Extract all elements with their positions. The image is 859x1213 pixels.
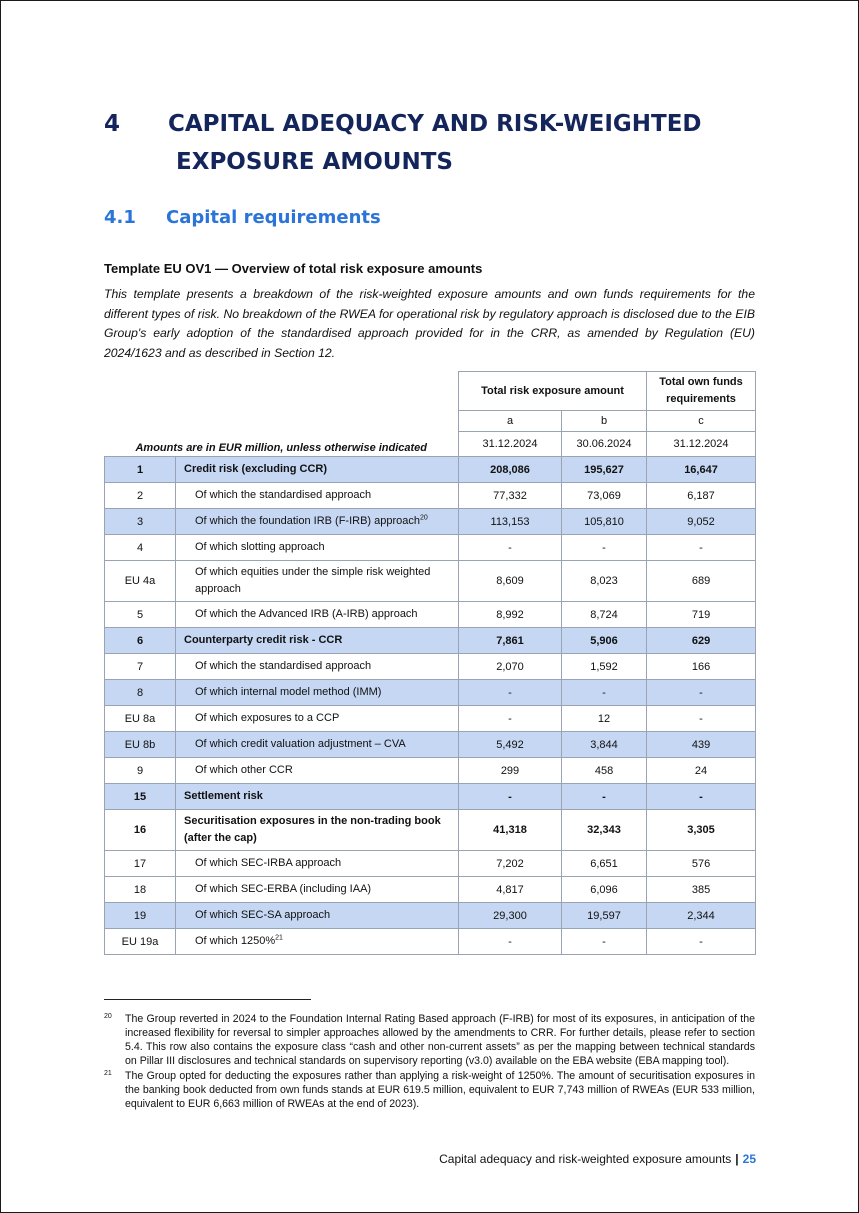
table-row [105, 602, 756, 628]
row-id: EU 8b [105, 732, 176, 758]
row-label-text: Of which the standardised approach [195, 660, 372, 672]
row-label [176, 929, 459, 955]
value-a: 29,300 [459, 903, 562, 929]
footer-separator: | [735, 1152, 739, 1166]
table-row [105, 654, 756, 680]
value-a: 2,070 [459, 654, 562, 680]
value-b: 19,597 [562, 903, 647, 929]
header-total-own-funds-requirements: Total own funds requirements [647, 372, 756, 411]
row-id: EU 4a [105, 561, 176, 602]
value-b: - [562, 680, 647, 706]
row-label-text: Securitisation exposures in the non-trading book (after the cap) [184, 815, 441, 844]
value-b: - [562, 784, 647, 810]
row-label-text: Counterparty credit risk - CCR [184, 634, 343, 646]
row-label [176, 483, 459, 509]
value-c: 689 [647, 561, 756, 602]
value-b: 32,343 [562, 810, 647, 851]
row-label [176, 680, 459, 706]
row-label [176, 602, 459, 628]
row-id: 16 [105, 810, 176, 851]
row-label-text: Credit risk (excluding CCR) [184, 463, 328, 475]
row-label [176, 758, 459, 784]
value-b: 6,651 [562, 851, 647, 877]
section-heading [104, 205, 381, 231]
value-b: 3,844 [562, 732, 647, 758]
row-label [176, 784, 459, 810]
table-row [105, 483, 756, 509]
row-label [176, 535, 459, 561]
row-label-text: Of which the foundation IRB (F-IRB) approach [195, 515, 420, 527]
amounts-note: Amounts are in EUR million, unless otherwise indicated [135, 442, 428, 454]
value-b: 8,724 [562, 602, 647, 628]
value-b: 105,810 [562, 509, 647, 535]
table-row [105, 877, 756, 903]
value-a: 8,992 [459, 602, 562, 628]
row-label-text: Of which other CCR [195, 764, 293, 776]
date-a: 31.12.2024 [459, 432, 562, 457]
value-a: - [459, 706, 562, 732]
ov1-table [104, 371, 756, 955]
value-c: 24 [647, 758, 756, 784]
date-b: 30.06.2024 [562, 432, 647, 457]
footnote-number: 20 [104, 1013, 112, 1020]
row-label-text: Of which slotting approach [195, 541, 325, 553]
page-number: 25 [742, 1152, 756, 1166]
row-id: 19 [105, 903, 176, 929]
value-a: - [459, 680, 562, 706]
row-id: 2 [105, 483, 176, 509]
row-label [176, 654, 459, 680]
row-label [176, 877, 459, 903]
row-label [176, 732, 459, 758]
value-a: 8,609 [459, 561, 562, 602]
value-c: 719 [647, 602, 756, 628]
section-title: Capital requirements [166, 207, 381, 228]
value-c: 576 [647, 851, 756, 877]
row-id: 9 [105, 758, 176, 784]
row-label [176, 706, 459, 732]
value-c: - [647, 784, 756, 810]
row-id: 1 [105, 457, 176, 483]
value-b: - [562, 929, 647, 955]
header-total-risk-exposure-amount: Total risk exposure amount [459, 372, 647, 411]
col-b-label: b [562, 411, 647, 432]
footnote-text: The Group reverted in 2024 to the Foundation Internal Rating Based approach (F-IRB) for most of its exposures, in anticipation of the increased flexibility for reversal to simpler approaches allowed by the amendments to CRR. For further details, please refer to section 5.4. This row also contains the exposure class “cash and other non-current assets” as per the mapping between technical standards on Pillar III disclosures and technical standards on supervisory reporting (v3.0) available on the EBA website (EBA mapping tool). [125, 1013, 755, 1067]
row-label-text: Of which SEC-ERBA (including IAA) [195, 883, 372, 895]
row-label [176, 509, 459, 535]
footnote-20 [104, 1012, 755, 1068]
row-label-text: Of which 1250% [195, 935, 276, 947]
value-c: - [647, 706, 756, 732]
footer-title: Capital adequacy and risk-weighted exposure amounts [439, 1152, 732, 1166]
row-label [176, 628, 459, 654]
value-a: 77,332 [459, 483, 562, 509]
value-b: 73,069 [562, 483, 647, 509]
row-label-text: Settlement risk [184, 790, 263, 802]
value-c: 6,187 [647, 483, 756, 509]
value-b: 12 [562, 706, 647, 732]
value-c: - [647, 680, 756, 706]
value-a: 7,202 [459, 851, 562, 877]
value-b: - [562, 535, 647, 561]
value-a: 7,861 [459, 628, 562, 654]
row-id: 15 [105, 784, 176, 810]
footnote-ref: 21 [275, 934, 283, 942]
chapter-number: 4 [104, 111, 121, 137]
footnote-text: The Group opted for deducting the exposures rather than applying a risk-weight of 1250%. The amount of securitisation exposures in the banking book deducted from own funds stands at EUR 619.5 million, equivalent to EUR 7,743 million of RWEAs (EUR 533 million, equivalent to EUR 6,663 million of RWEAs at the end of 2023). [125, 1070, 755, 1110]
col-c-label: c [647, 411, 756, 432]
row-label-text: Of which equities under the simple risk weighted approach [195, 566, 431, 595]
footnote-21 [104, 1069, 755, 1111]
row-id: EU 8a [105, 706, 176, 732]
table-row [105, 784, 756, 810]
row-id: 7 [105, 654, 176, 680]
page-footer [439, 1152, 756, 1166]
value-a: 41,318 [459, 810, 562, 851]
value-c: 16,647 [647, 457, 756, 483]
value-c: 3,305 [647, 810, 756, 851]
table-row [105, 457, 756, 483]
table-row [105, 810, 756, 851]
row-id: 18 [105, 877, 176, 903]
value-c: - [647, 929, 756, 955]
footnote-rule [104, 999, 311, 1000]
section-number: 4.1 [104, 207, 136, 228]
value-a: - [459, 929, 562, 955]
table-row [105, 758, 756, 784]
row-label [176, 903, 459, 929]
value-b: 458 [562, 758, 647, 784]
chapter-title-line1: CAPITAL ADEQUACY AND RISK-WEIGHTED [168, 111, 702, 137]
table-row [105, 851, 756, 877]
row-label-text: Of which exposures to a CCP [195, 712, 340, 724]
table-row [105, 535, 756, 561]
table-row [105, 561, 756, 602]
table-row [105, 680, 756, 706]
value-a: 5,492 [459, 732, 562, 758]
value-c: 385 [647, 877, 756, 903]
row-label-text: Of which the Advanced IRB (A-IRB) approach [195, 608, 418, 620]
value-b: 195,627 [562, 457, 647, 483]
row-label [176, 810, 459, 851]
chapter-title-line2: EXPOSURE AMOUNTS [176, 149, 453, 175]
footnote-number: 21 [104, 1070, 112, 1077]
row-label [176, 851, 459, 877]
row-label-text: Of which credit valuation adjustment – CVA [195, 738, 406, 750]
template-title: Template EU OV1 — Overview of total risk exposure amounts [104, 261, 483, 276]
value-b: 1,592 [562, 654, 647, 680]
row-id: 4 [105, 535, 176, 561]
value-a: - [459, 535, 562, 561]
table-row [105, 706, 756, 732]
value-a: 4,817 [459, 877, 562, 903]
table-row [105, 903, 756, 929]
footnote-ref: 20 [420, 514, 428, 522]
value-b: 5,906 [562, 628, 647, 654]
row-label [176, 561, 459, 602]
table-row [105, 732, 756, 758]
value-c: - [647, 535, 756, 561]
table-row [105, 628, 756, 654]
col-a-label: a [459, 411, 562, 432]
date-c: 31.12.2024 [647, 432, 756, 457]
header-row [105, 372, 756, 411]
intro-paragraph: This template presents a breakdown of the risk-weighted exposure amounts and own funds requirements for the different types of risk. No breakdown of the RWEA for operational risk by regulatory approach is disclosed due to the EIB Group's early adoption of the standardised approach provided for in the CRR, as amended by Regulation (EU) 2024/1623 and as described in Section 12. [104, 287, 755, 360]
row-label-text: Of which SEC-IRBA approach [195, 857, 342, 869]
value-a: - [459, 784, 562, 810]
row-id: 17 [105, 851, 176, 877]
row-id: EU 19a [105, 929, 176, 955]
row-id: 3 [105, 509, 176, 535]
value-c: 629 [647, 628, 756, 654]
row-label-text: Of which the standardised approach [195, 489, 372, 501]
value-a: 113,153 [459, 509, 562, 535]
value-c: 439 [647, 732, 756, 758]
table-row [105, 509, 756, 535]
row-id: 5 [105, 602, 176, 628]
value-c: 9,052 [647, 509, 756, 535]
value-b: 8,023 [562, 561, 647, 602]
row-id: 8 [105, 680, 176, 706]
value-c: 2,344 [647, 903, 756, 929]
table-row [105, 929, 756, 955]
value-a: 208,086 [459, 457, 562, 483]
value-c: 166 [647, 654, 756, 680]
row-label [176, 457, 459, 483]
row-label-text: Of which SEC-SA approach [195, 909, 331, 921]
row-label-text: Of which internal model method (IMM) [195, 686, 382, 698]
date-row [105, 432, 756, 457]
row-id: 6 [105, 628, 176, 654]
value-a: 299 [459, 758, 562, 784]
value-b: 6,096 [562, 877, 647, 903]
